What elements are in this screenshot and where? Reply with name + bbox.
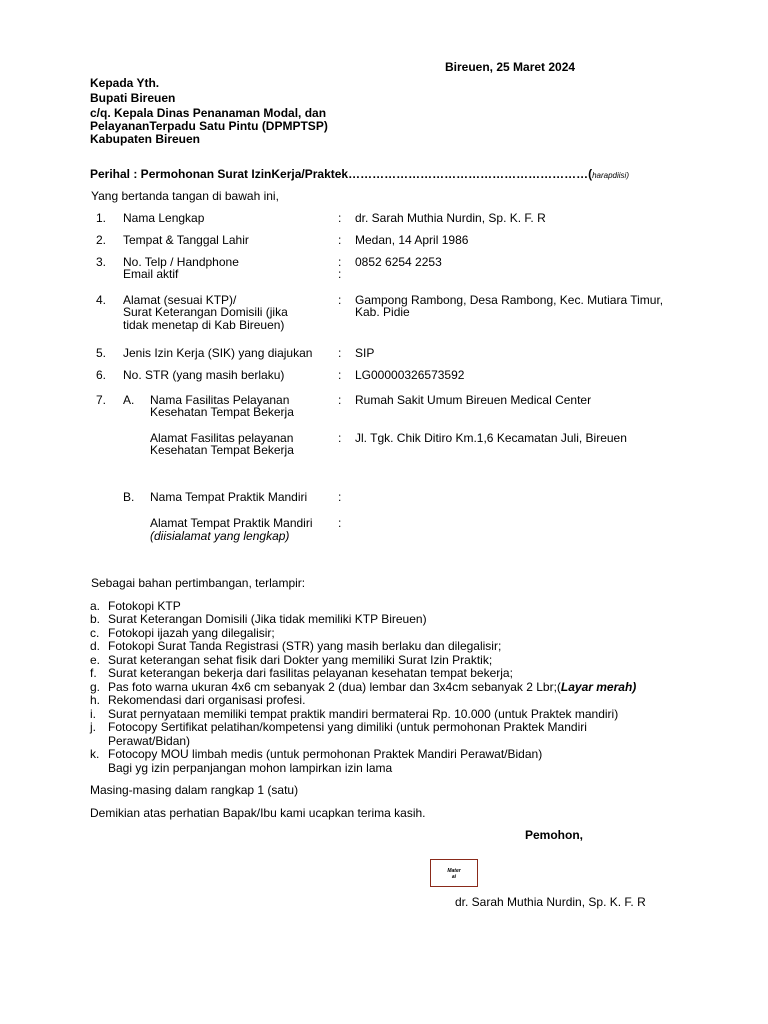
field-7a-address-label: Alamat Fasilitas pelayanan	[150, 431, 294, 445]
field-4-label-line2: Surat Keterangan Domisili (jika	[123, 305, 288, 319]
subject-note: harapdiisi)	[592, 171, 629, 180]
field-1-number: 1.	[96, 211, 107, 225]
materai-text-line2: ai	[451, 874, 457, 880]
field-3-colon-email: :	[338, 267, 342, 281]
field-7a-address-label-line2: Kesehatan Tempat Bekerja	[150, 443, 294, 457]
recipient-cq-line2: PelayananTerpadu Satu Pintu (DPMPTSP)	[90, 119, 328, 133]
recipient-regency: Kabupaten Bireuen	[90, 132, 201, 146]
field-6-value: LG00000326573592	[355, 368, 465, 382]
closing-text: Demikian atas perhatian Bapak/Ibu kami ucapkan terima kasih.	[90, 806, 426, 820]
attachment-g-emphasis: Layar merah)	[560, 680, 637, 694]
field-7a-name-value: Rumah Sakit Umum Bireuen Medical Center	[355, 393, 592, 407]
field-4-number: 4.	[96, 293, 107, 307]
attachment-d-letter: d.	[90, 639, 101, 653]
field-6-colon: :	[338, 368, 342, 382]
attachment-f-letter: f.	[90, 666, 97, 680]
field-7a-name-label-line2: Kesehatan Tempat Bekerja	[150, 405, 294, 419]
field-4-value-line2: Kab. Pidie	[355, 305, 410, 319]
field-2-number: 2.	[96, 233, 107, 247]
attachment-c-letter: c.	[90, 626, 100, 640]
field-3-colon: :	[338, 255, 342, 269]
field-6-number: 6.	[96, 368, 107, 382]
copies-text: Masing-masing dalam rangkap 1 (satu)	[90, 783, 299, 797]
attachment-a-text: Fotokopi KTP	[108, 599, 181, 613]
attachment-e-letter: e.	[90, 653, 101, 667]
attachment-k-text-line2: Bagi yg izin perpanjangan mohon lampirkan izin lama	[108, 761, 393, 775]
field-5-number: 5.	[96, 346, 107, 360]
recipient-cq-line1: c/q. Kepala Dinas Penanaman Modal, dan	[90, 106, 327, 120]
field-6-label: No. STR (yang masih berlaku)	[123, 368, 285, 382]
field-4-value: Gampong Rambong, Desa Rambong, Kec. Mutiara Timur,	[355, 293, 664, 307]
materai-stamp-box	[430, 859, 478, 887]
field-7a-name-label: Nama Fasilitas Pelayanan	[150, 393, 290, 407]
attachment-g-text: Pas foto warna ukuran 4x6 cm sebanyak 2 (dua) lembar dan 3x4cm sebanyak 2 Lbr;(	[108, 680, 561, 694]
letter-date: Bireuen, 25 Maret 2024	[445, 60, 576, 74]
field-7-number: 7.	[96, 393, 107, 407]
field-7a-address-value: Jl. Tgk. Chik Ditiro Km.1,6 Kecamatan Juli, Bireuen	[355, 431, 627, 445]
attachment-g-letter: g.	[90, 680, 101, 694]
field-2-label: Tempat & Tanggal Lahir	[123, 233, 249, 247]
recipient-greeting: Kepada Yth.	[90, 76, 160, 90]
attachment-k-letter: k.	[90, 747, 100, 761]
field-3-label-email: Email aktif	[123, 267, 179, 281]
field-7b-name-colon: :	[338, 490, 342, 504]
attachment-d-text: Fotokopi Surat Tanda Registrasi (STR) yang masih berlaku dan dilegalisir;	[108, 639, 502, 653]
attachment-k-text: Fotocopy MOU limbah medis (untuk permohonan Praktek Mandiri Perawat/Bidan)	[108, 747, 543, 761]
attachment-f-text: Surat keterangan bekerja dari fasilitas pelayanan kesehatan tempat bekerja;	[108, 666, 513, 680]
field-7b-address-note: (diisialamat yang lengkap)	[150, 529, 290, 543]
field-5-colon: :	[338, 346, 342, 360]
recipient-title: Bupati Bireuen	[90, 91, 176, 105]
field-7b-address-label: Alamat Tempat Praktik Mandiri	[150, 516, 313, 530]
materai-text-line1: Mater	[447, 868, 461, 874]
applicant-label: Pemohon,	[525, 828, 584, 842]
subject-text: Perihal : Permohonan Surat IzinKerja/Praktek……………………………………………………(	[90, 167, 593, 181]
field-4-label-line3: tidak menetap di Kab Bireuen)	[123, 318, 285, 332]
field-3-number: 3.	[96, 255, 107, 269]
attachment-h-text: Rekomendasi dari organisasi profesi.	[108, 693, 306, 707]
field-2-colon: :	[338, 233, 342, 247]
field-5-value: SIP	[355, 346, 375, 360]
field-7b-name-label: Nama Tempat Praktik Mandiri	[150, 490, 308, 504]
field-4-colon: :	[338, 293, 342, 307]
field-1-colon: :	[338, 211, 342, 225]
field-1-label: Nama Lengkap	[123, 211, 205, 225]
attachment-h-letter: h.	[90, 693, 101, 707]
field-7a-name-colon: :	[338, 393, 342, 407]
attachment-e-text: Surat keterangan sehat fisik dari Dokter yang memiliki Surat Izin Praktik;	[108, 653, 493, 667]
attachment-b-letter: b.	[90, 612, 101, 626]
field-7a-address-colon: :	[338, 431, 342, 445]
attachment-j-text: Fotocopy Sertifikat pelatihan/kompetensi yang dimiliki (untuk permohonan Praktek Mandiri	[108, 720, 587, 734]
field-2-value: Medan, 14 April 1986	[355, 233, 469, 247]
attachment-c-text: Fotokopi ijazah yang dilegalisir;	[108, 626, 275, 640]
attachment-j-text-line2: Perawat/Bidan)	[108, 734, 191, 748]
attachment-a-letter: a.	[90, 599, 101, 613]
field-5-label: Jenis Izin Kerja (SIK) yang diajukan	[123, 346, 313, 360]
field-1-value: dr. Sarah Muthia Nurdin, Sp. K. F. R	[355, 211, 546, 225]
field-7a-letter: A.	[123, 393, 135, 407]
field-3-label: No. Telp / Handphone	[123, 255, 239, 269]
attachments-intro: Sebagai bahan pertimbangan, terlampir:	[91, 576, 306, 590]
field-7b-address-colon: :	[338, 516, 342, 530]
attachment-j-letter: j.	[90, 720, 96, 734]
attachment-i-letter: i.	[90, 707, 96, 721]
field-3-value: 0852 6254 2253	[355, 255, 442, 269]
field-4-label: Alamat (sesuai KTP)/	[123, 293, 237, 307]
field-7b-letter: B.	[123, 490, 135, 504]
attachment-b-text: Surat Keterangan Domisili (Jika tidak memiliki KTP Bireuen)	[108, 612, 427, 626]
intro-text: Yang bertanda tangan di bawah ini,	[91, 189, 279, 203]
applicant-name: dr. Sarah Muthia Nurdin, Sp. K. F. R	[455, 895, 646, 909]
attachment-i-text: Surat pernyataan memiliki tempat praktik mandiri bermaterai Rp. 10.000 (untuk Praktek mandiri)	[108, 707, 619, 721]
subject-line	[90, 168, 629, 182]
